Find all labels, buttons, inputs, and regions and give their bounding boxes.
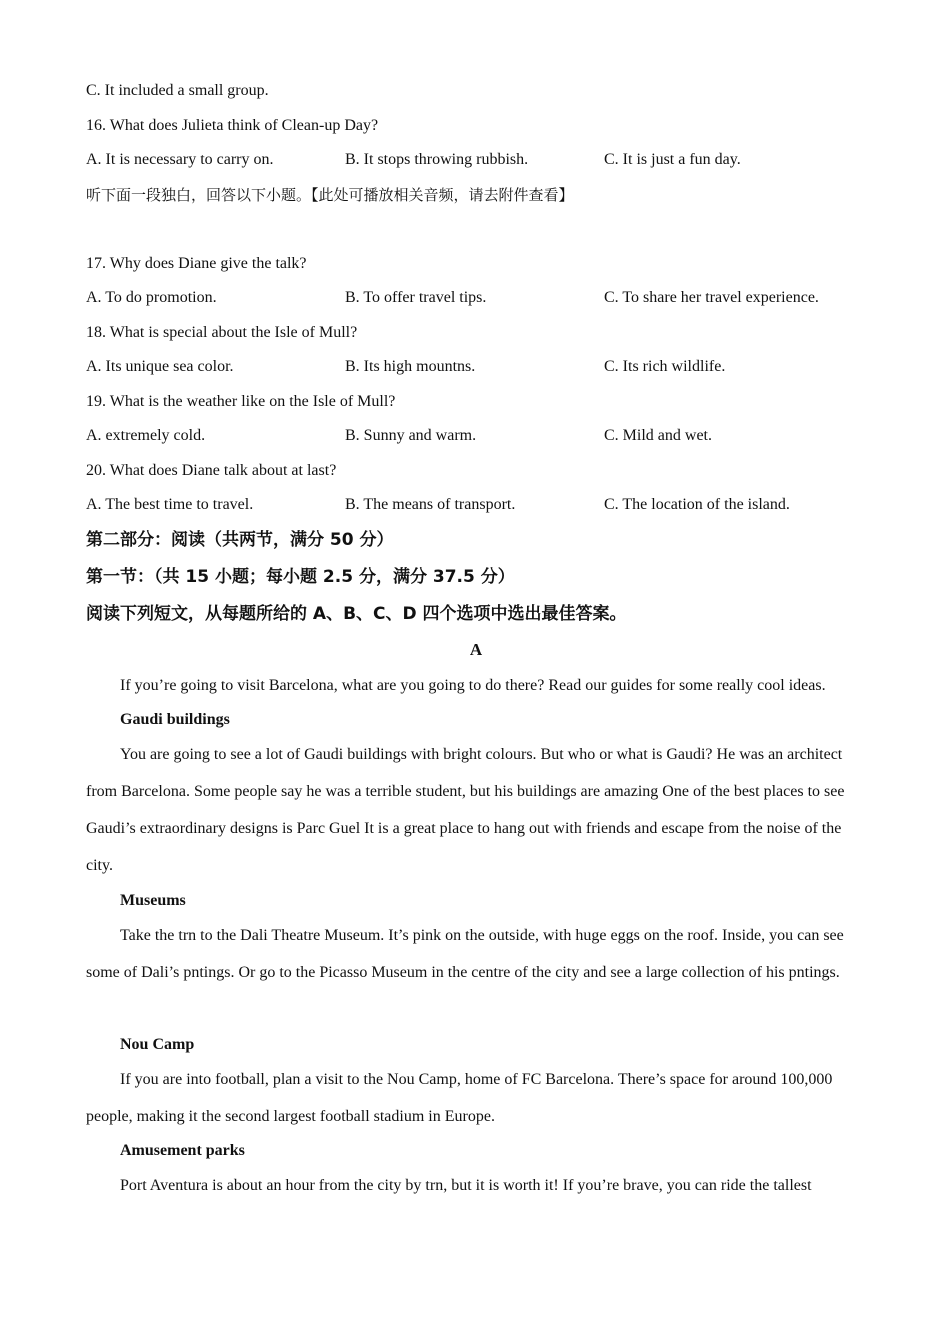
q18-option-c: C. Its rich wildlife. [604, 358, 726, 375]
reading-part-title: 第二部分：阅读（共两节，满分 50 分） [86, 530, 394, 550]
q17-option-c: C. To share her travel experience. [604, 289, 819, 306]
q17-option-a: A. To do promotion. [86, 289, 217, 306]
gaudi-heading: Gaudi buildings [120, 711, 230, 728]
q16-option-b: B. It stops throwing rubbish. [345, 151, 529, 168]
q19-option-c: C. Mild and wet. [604, 427, 712, 444]
q18-question: 18. What is special about the Isle of Mull? [86, 324, 358, 341]
q19-question: 19. What is the weather like on the Isle of Mull? [86, 393, 396, 410]
q18-option-b: B. Its high mountns. [345, 358, 476, 375]
q16-question: 16. What does Julieta think of Clean-up Day? [86, 117, 379, 134]
passage-intro: If you’re going to visit Barcelona, what are you going to do there? Read our guides for some really cool ideas. [120, 677, 826, 694]
q20-option-b: B. The means of transport. [345, 496, 516, 513]
reading-instruction: 阅读下列短文，从每题所给的 A、B、C、D 四个选项中选出最佳答案。 [86, 604, 627, 624]
q15-option-c: C. It included a small group. [86, 82, 269, 99]
noucamp-heading: Nou Camp [120, 1036, 195, 1053]
museums-heading: Museums [120, 892, 186, 909]
q20-option-c: C. The location of the island. [604, 496, 790, 513]
q17-question: 17. Why does Diane give the talk? [86, 255, 307, 272]
q20-option-a: A. The best time to travel. [86, 496, 254, 513]
q17-option-b: B. To offer travel tips. [345, 289, 487, 306]
parks-heading: Amusement parks [120, 1142, 245, 1159]
q19-option-a: A. extremely cold. [86, 427, 206, 444]
passage-label: A [469, 640, 483, 659]
q18-option-a: A. Its unique sea color. [86, 358, 234, 375]
parks-paragraph: Port Aventura is about an hour from the city by trn, but it is worth it! If you’re brave, you can ride the tallest [120, 1177, 812, 1194]
q19-option-b: B. Sunny and warm. [345, 427, 477, 444]
museums-paragraph: Take the trn to the Dali Theatre Museum. It’s pink on the outside, with huge eggs on the roof. Inside, you can see some of Dali’s pntings. Or go to the Picasso Museum in the centre of the city and see a large collection of his pntings. [86, 927, 844, 981]
q16-option-a: A. It is necessary to carry on. [86, 151, 274, 168]
reading-section-title: 第一节：（共 15 小题；每小题 2.5 分，满分 37.5 分） [86, 567, 515, 587]
noucamp-paragraph: If you are into football, plan a visit to the Nou Camp, home of FC Barcelona. There’s space for around 100,000 people, making it the second largest football stadium in Europe. [86, 1071, 833, 1125]
q20-question: 20. What does Diane talk about at last? [86, 462, 337, 479]
listening-instruction: 听下面一段独白，回答以下小题。【此处可播放相关音频，请去附件查看】 [86, 186, 574, 204]
q16-option-c: C. It is just a fun day. [604, 151, 741, 168]
gaudi-paragraph: You are going to see a lot of Gaudi buildings with bright colours. But who or what is Gaudi? He was an architect from Barcelona. Some people say he was a terrible student, but his buildings are amazing One of the best places to see Gaudi’s extraordinary designs is Parc Guel It is a great place to hang out with friends and escape from the noise of the city. [86, 746, 845, 874]
